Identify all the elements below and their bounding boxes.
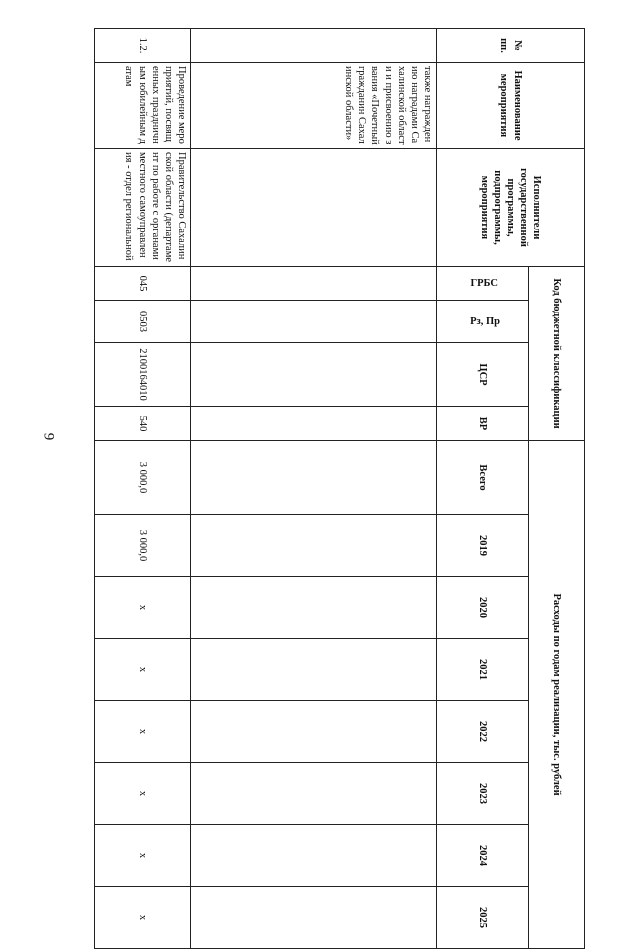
budget-table [94, 28, 585, 949]
row-csr: 2100164010 [95, 343, 191, 407]
row-2025 [191, 887, 437, 949]
rotated-table-container [95, 28, 585, 929]
row-2025: x [95, 887, 191, 949]
row-vr: 540 [95, 407, 191, 441]
row-name: также награждению наградами Сахалинской области и присвоению звания «Почетный гражданин Сахалинской области» [191, 63, 437, 149]
row-2023 [191, 763, 437, 825]
header-csr: ЦСР [437, 343, 529, 407]
row-2020: x [95, 577, 191, 639]
header-2022: 2022 [437, 701, 529, 763]
table-row [95, 29, 191, 949]
row-2024: x [95, 825, 191, 887]
row-2019: 3 000,0 [95, 515, 191, 577]
header-name: Наименование мероприятия [437, 63, 585, 149]
header-executor: Исполнители государственной программы, подпрограммы, мероприятия [437, 149, 585, 267]
row-csr [191, 343, 437, 407]
header-vr: ВР [437, 407, 529, 441]
header-total: Всего [437, 441, 529, 515]
header-rzpr: Рз, Пр [437, 301, 529, 343]
header-expenses: Расходы по годам реализации, тыс. рублей [529, 441, 585, 949]
row-2022 [191, 701, 437, 763]
header-budget-code: Код бюджетной классификации [529, 267, 585, 441]
row-rzpr [191, 301, 437, 343]
row-executor: Правительство Сахалинской области (департамент по работе с органами местного самоуправления - отдел региональной [95, 149, 191, 267]
row-total: 3 000,0 [95, 441, 191, 515]
row-name: Проведение мероприятий, посвященных праздничным юбилейным датам [95, 63, 191, 149]
row-num: 1.2. [95, 29, 191, 63]
row-2021 [191, 639, 437, 701]
row-grbs: 045 [95, 267, 191, 301]
row-total [191, 441, 437, 515]
table-row [191, 29, 437, 949]
header-2023: 2023 [437, 763, 529, 825]
row-executor [191, 149, 437, 267]
row-2019 [191, 515, 437, 577]
header-2019: 2019 [437, 515, 529, 577]
header-num: № пп. [437, 29, 585, 63]
page-number: 9 [40, 432, 57, 441]
header-2020: 2020 [437, 577, 529, 639]
row-grbs [191, 267, 437, 301]
header-grbs: ГРБС [437, 267, 529, 301]
row-num [191, 29, 437, 63]
row-rzpr: 0503 [95, 301, 191, 343]
row-2020 [191, 577, 437, 639]
row-2024 [191, 825, 437, 887]
row-2022: x [95, 701, 191, 763]
header-2025: 2025 [437, 887, 529, 949]
row-2021: x [95, 639, 191, 701]
row-2023: x [95, 763, 191, 825]
row-vr [191, 407, 437, 441]
header-2024: 2024 [437, 825, 529, 887]
header-2021: 2021 [437, 639, 529, 701]
